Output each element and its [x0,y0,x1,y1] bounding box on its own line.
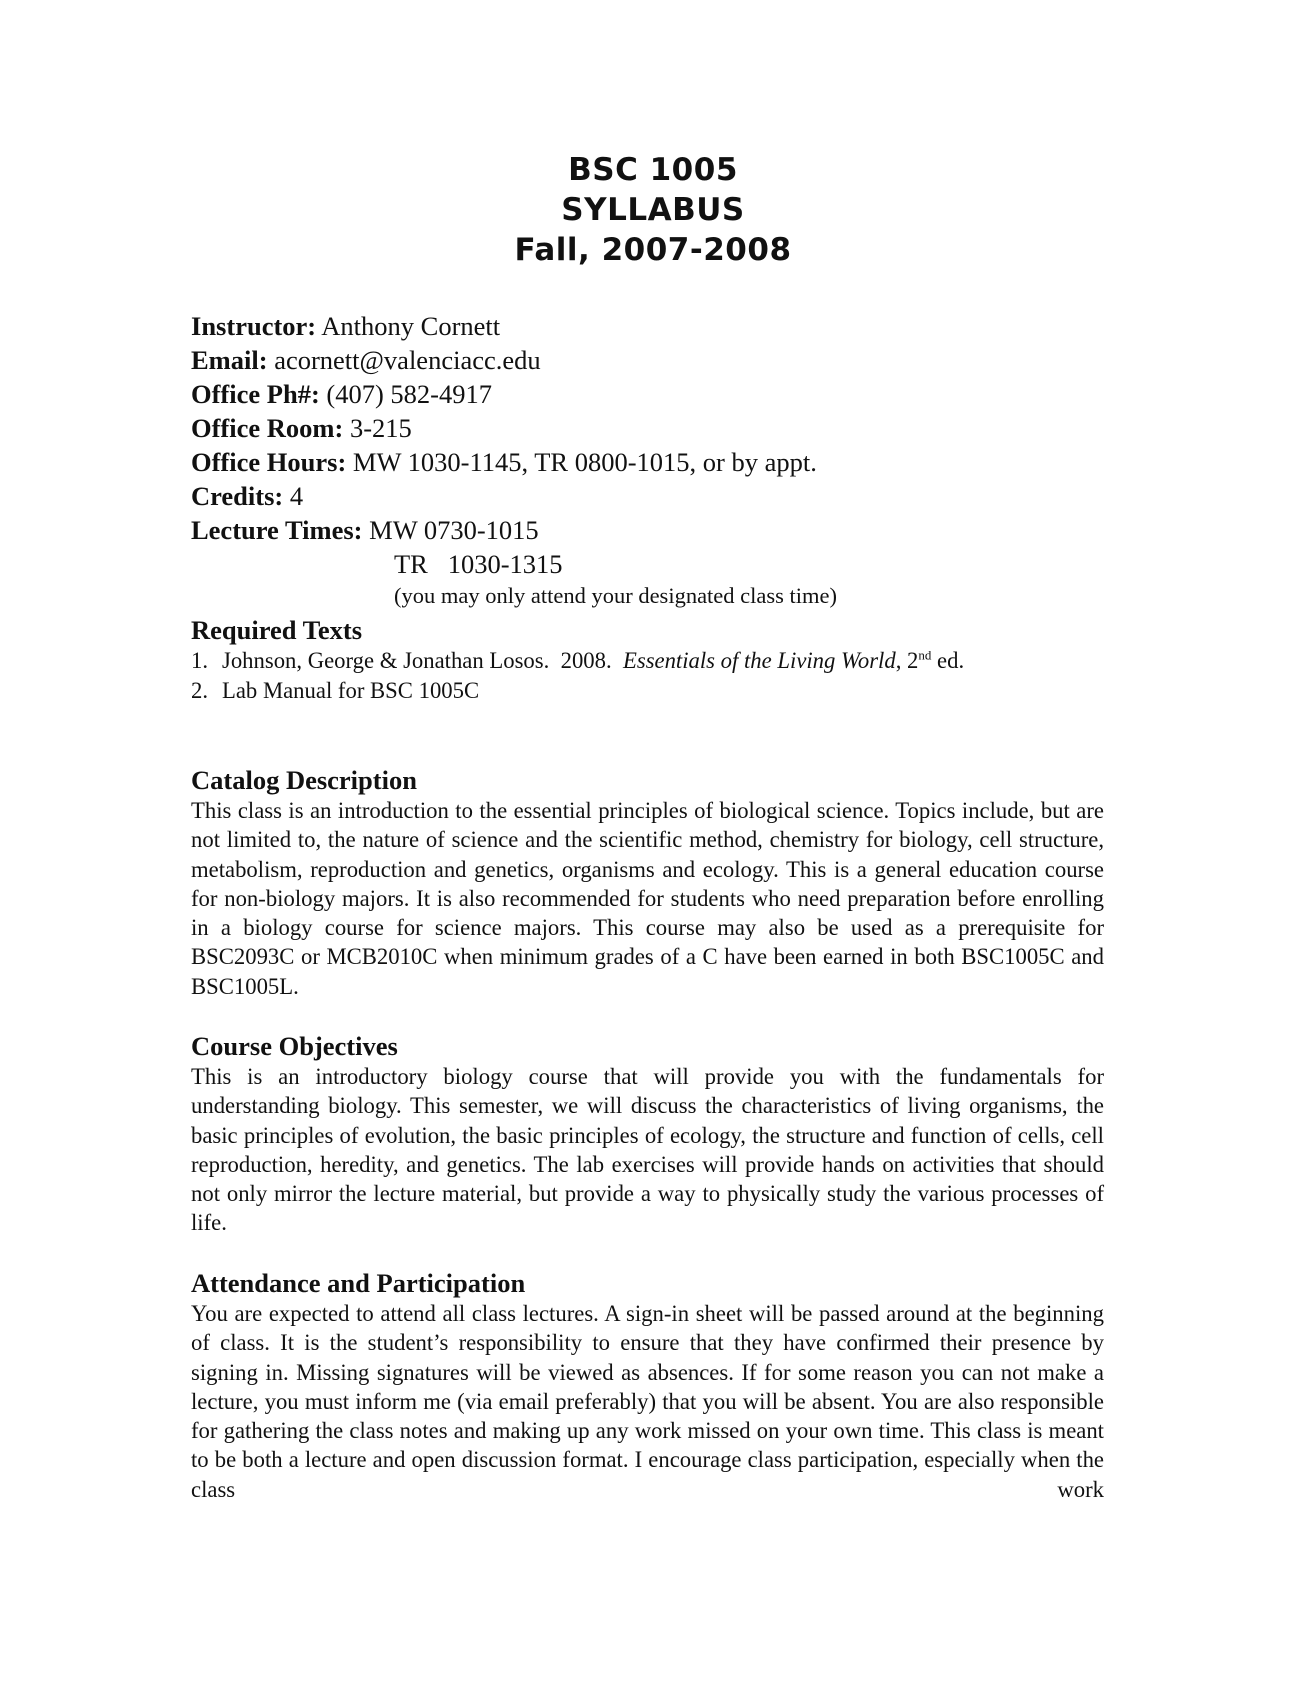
attendance-heading: Attendance and Participation [191,1268,526,1298]
room-row [191,411,1121,445]
lecture-note: (you may only attend your designated class time) [394,583,838,608]
lab-manual: Lab Manual for BSC 1005C [222,678,480,703]
email-label: Email: [191,345,268,375]
list-item [191,646,1104,676]
instructor-value: Anthony Cornett [316,311,501,341]
phone-label: Office Ph#: [191,379,320,409]
credits-value: 4 [283,481,304,511]
catalog-heading: Catalog Description [191,765,417,795]
catalog-section [191,764,1104,1001]
room-label: Office Room: [191,413,344,443]
phone-value: (407) 582-4917 [319,379,493,409]
document-title [0,150,1306,270]
lecture-time-tr: TR 1030-1315 [394,549,563,579]
course-code: BSC 1005 [568,152,738,188]
objectives-body: This is an introductory biology course that will provide you with the fundamentals for understanding biology. This semester, we will discuss the characteristics of living organisms, the basic principles of evolution, the basic principles of ecology, the structure and function of cells, cell reproduction, heredity, and genetics. The lab exercises will provide hands on activities that should not only mirror the lecture material, but provide a way to physically study the various processes of life. [191,1064,1104,1236]
required-texts-section [191,614,1104,706]
textbook-citation: Johnson, George & Jonathan Losos. 2008. [222,648,623,673]
textbook-title: Essentials of the Living World [623,648,896,673]
lecture-time-mw: MW 0730-1015 [362,515,539,545]
phone-row [191,377,1121,411]
syllabus-label: SYLLABUS [561,192,745,228]
list-item [191,676,1104,706]
room-value: 3-215 [343,413,412,443]
credits-label: Credits: [191,481,284,511]
objectives-heading: Course Objectives [191,1031,398,1061]
edition-suffix: ed. [931,648,965,673]
textbook-edition: , 2 [895,648,919,673]
lecture-label: Lecture Times: [191,515,363,545]
lecture-row [191,513,1121,547]
credits-row [191,479,1121,513]
instructor-label: Instructor: [191,311,317,341]
term-label: Fall, 2007-2008 [514,232,792,268]
email-row [191,343,1121,377]
attendance-section [191,1267,1104,1504]
email-value[interactable]: acornett@valenciacc.edu [267,345,541,375]
hours-label: Office Hours: [191,447,347,477]
list-number: 1. [191,648,209,673]
list-number: 2. [191,678,209,703]
hours-value: MW 1030-1145, TR 0800-1015, or by appt. [346,447,817,477]
catalog-body: This class is an introduction to the essential principles of biological science. Topics include, but are not limited to, the nature of science and the scientific method, chemistry for biology, cell structure, metabolism, reproduction and genetics, organisms and ecology. This is a general education course for non-biology majors. It is also recommended for students who need preparation before enrolling in a biology course for science majors. This course may also be used as a prerequisite for BSC2093C or MCB2010C when minimum grades of a C have been earned in both BSC1005C and BSC1005L. [191,798,1104,999]
edition-superscript: nd [918,647,932,663]
hours-row [191,445,1121,479]
objectives-section [191,1030,1104,1238]
required-texts-heading: Required Texts [191,615,363,645]
attendance-body: You are expected to attend all class lectures. A sign-in sheet will be passed around at the beginning of class. It is the student’s responsibility to ensure that they have confirmed their presence by signing in. Missing signatures will be viewed as absences. If for some reason you can not make a lecture, you must inform me (via email preferably) that you will be absent. You are also responsible for gathering the class notes and making up any work missed on your own time. This class is meant to be both a lecture and open discussion format. I encourage class participation, especially when the class work [191,1301,1104,1502]
course-info [191,309,1121,611]
instructor-row [191,309,1121,343]
